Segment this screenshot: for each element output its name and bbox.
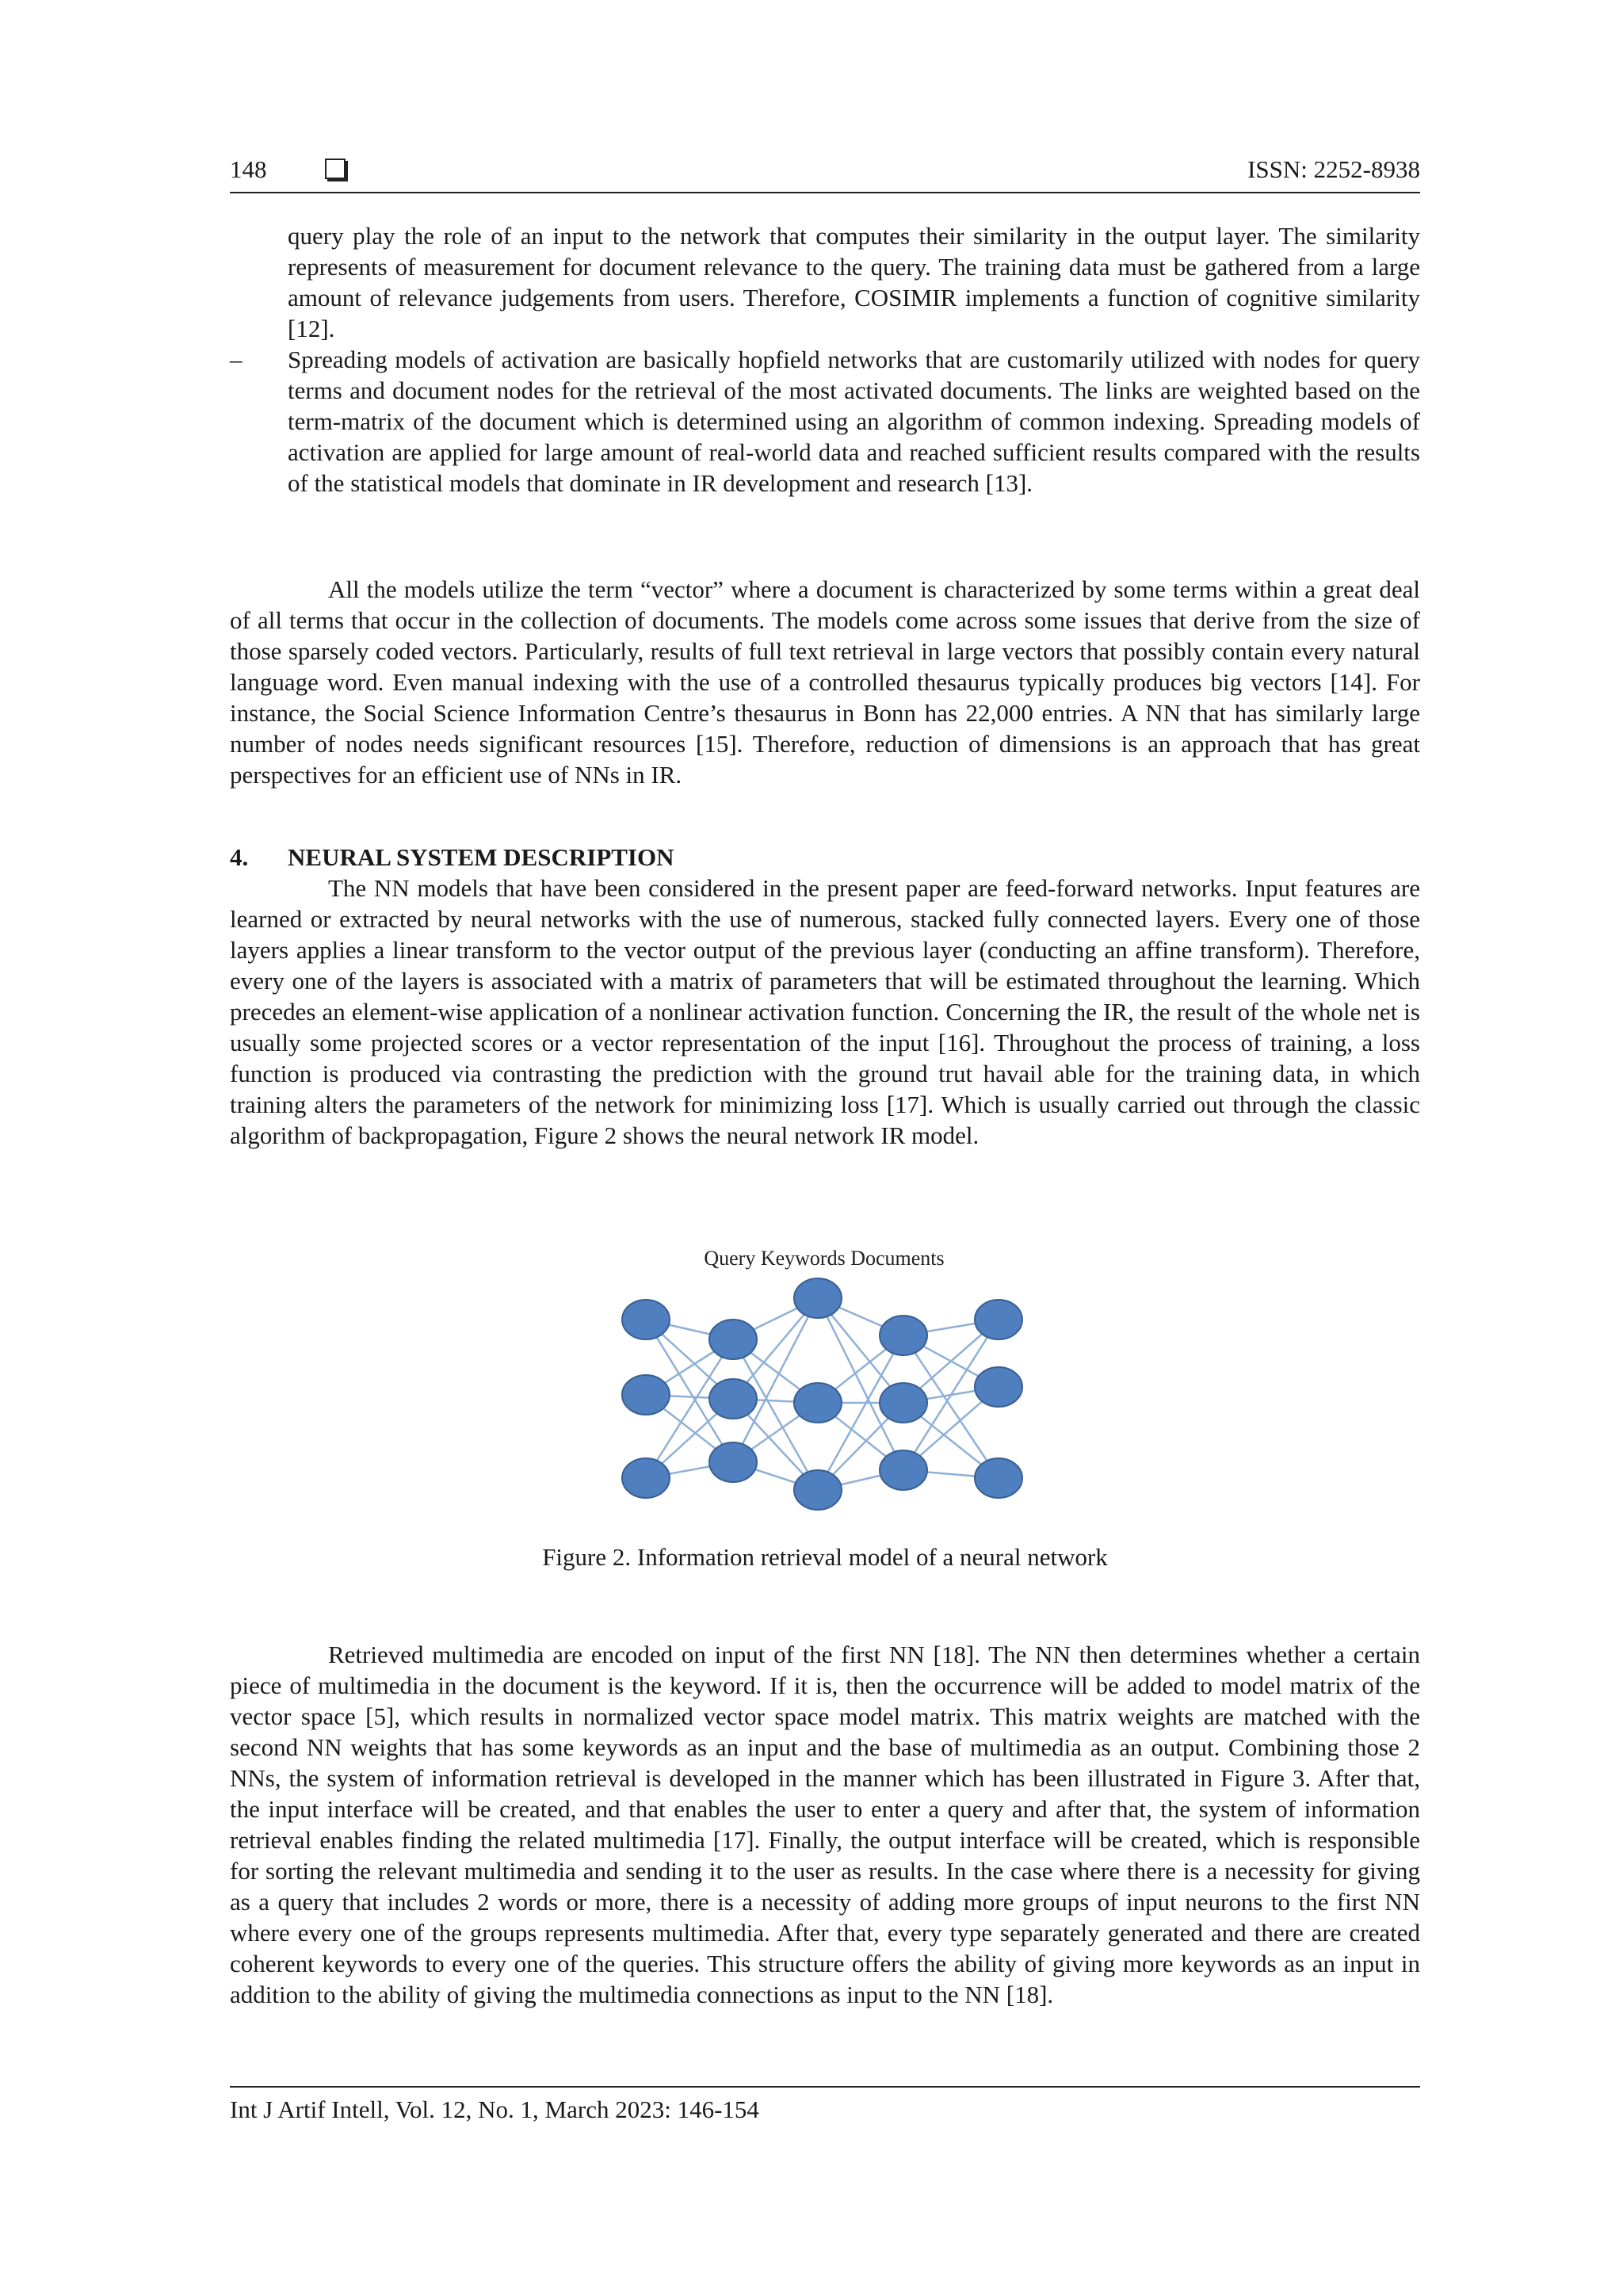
continuation-text: query play the role of an input to the network that computes their similarity in the output layer. The similarity represents of measurement for document relevance to the query. The training data must be gathered from a large amount of relevance judgements from users. Therefore, COSIMIR implements a function of cognitive similarity [12]. bbox=[288, 222, 1420, 342]
checkbox-square-icon bbox=[325, 159, 346, 179]
bullet-continuation bbox=[288, 220, 1420, 344]
network-node bbox=[709, 1379, 757, 1419]
paragraph-multimedia bbox=[230, 1639, 1420, 2010]
issn-label: ISSN: 2252-8938 bbox=[1247, 155, 1420, 183]
paragraph-text: Retrieved multimedia are encoded on input of the first NN [18]. The NN then determines whether a certain piece of multimedia in the document is the keyword. If it is, then the occurrence will be added to model matrix of the vector space [5], which results in normalized vector space model matrix. This matrix weights are matched with the second NN weights that has some keywords as an input and the base of multimedia as an output. Combining those 2 NNs, the system of information retrieval is developed in the manner which has been illustrated in Figure 3. After that, the input interface will be created, and that enables the user to enter a query and after that, the system of information retrieval enables finding the related multimedia [17]. Finally, the output interface will be created, which is responsible for sorting the relevant multimedia and sending it to the user as results. In the case where there is a necessity for giving as a query that includes 2 words or more, there is a necessity of adding more groups of input neurons to the first NN where every one of the groups represents multimedia. After that, every type separately generated and there are created coherent keywords to every one of the queries. This structure offers the ability of giving more keywords as an input in addition to the ability of giving the multimedia connections as input to the NN [18]. bbox=[230, 1641, 1420, 2008]
network-node bbox=[709, 1442, 757, 1482]
network-node bbox=[880, 1450, 927, 1490]
neural-network-diagram bbox=[610, 1236, 1038, 1522]
network-node bbox=[622, 1300, 670, 1339]
bullet-text: Spreading models of activation are basically hopfield networks that are customarily utilized with nodes for query terms and document nodes for the retrieval of the most activated documents. The links are weighted based on the term-matrix of the document which is determined using an algorithm of common indexing. Spreading models of activation are applied for large amount of real-world data and reached sufficient results compared with the results of the statistical models that dominate in IR development and research [13]. bbox=[288, 346, 1420, 497]
section-title: NEURAL SYSTEM DESCRIPTION bbox=[288, 843, 674, 871]
figure-neural-network bbox=[610, 1236, 1038, 1522]
paragraph-text: The NN models that have been considered in the present paper are feed-forward networks. Input features are learned or extracted by neural networks with the use of numerous, stacked fully connected layers. Every one of those layers applies a linear transform to the vector output of the previous layer (conducting an affine transform). Therefore, every one of the layers is associated with a matrix of parameters that will be estimated throughout the learning. Which precedes an element-wise application of a nonlinear activation function. Concerning the IR, the result of the whole net is usually some projected scores or a vector representation of the input [16]. Throughout the process of training, a loss function is produced via contrasting the prediction with the ground trut havail able for the training data, in which training alters the parameters of the network for minimizing loss [17]. Which is usually carried out through the classic algorithm of backpropagation, Figure 2 shows the neural network IR model. bbox=[230, 874, 1420, 1149]
paragraph-system-description bbox=[230, 873, 1420, 1151]
figure-label: Query Keywords Documents bbox=[704, 1247, 945, 1270]
journal-citation: Int J Artif Intell, Vol. 12, No. 1, March 2023: 146-154 bbox=[230, 2095, 759, 2123]
page-footer bbox=[230, 2086, 1420, 2126]
page-number: 148 bbox=[230, 155, 267, 183]
network-node bbox=[622, 1458, 670, 1498]
paragraph-vector-models bbox=[230, 574, 1420, 790]
network-node bbox=[975, 1367, 1022, 1407]
network-node bbox=[794, 1278, 842, 1318]
paragraph-text: All the models utilize the term “vector” where a document is characterized by some terms within a great deal of all terms that occur in the collection of documents. The models come across some issues that derive from the size of those sparsely coded vectors. Particularly, results of full text retrieval in large vectors that possibly contain every natural language word. Even manual indexing with the use of a controlled thesaurus typically produces big vectors [14]. For instance, the Social Science Information Centre’s thesaurus in Bonn has 22,000 entries. A NN that has similarly large number of nodes needs significant resources [15]. Therefore, reduction of dimensions is an approach that has great perspectives for an efficient use of NNs in IR. bbox=[230, 575, 1420, 789]
page-header bbox=[230, 155, 1420, 193]
network-node bbox=[880, 1383, 927, 1423]
network-node bbox=[622, 1375, 670, 1415]
bullet-marker: – bbox=[230, 346, 242, 373]
network-node bbox=[975, 1458, 1022, 1498]
network-node bbox=[975, 1300, 1022, 1339]
section-heading bbox=[230, 842, 1420, 873]
network-node bbox=[709, 1320, 757, 1359]
network-node bbox=[794, 1470, 842, 1510]
network-node bbox=[880, 1316, 927, 1355]
section-number: 4. bbox=[230, 843, 249, 871]
network-node bbox=[794, 1383, 842, 1423]
figure-caption: Figure 2. Information retrieval model of a neural network bbox=[542, 1543, 1108, 1571]
